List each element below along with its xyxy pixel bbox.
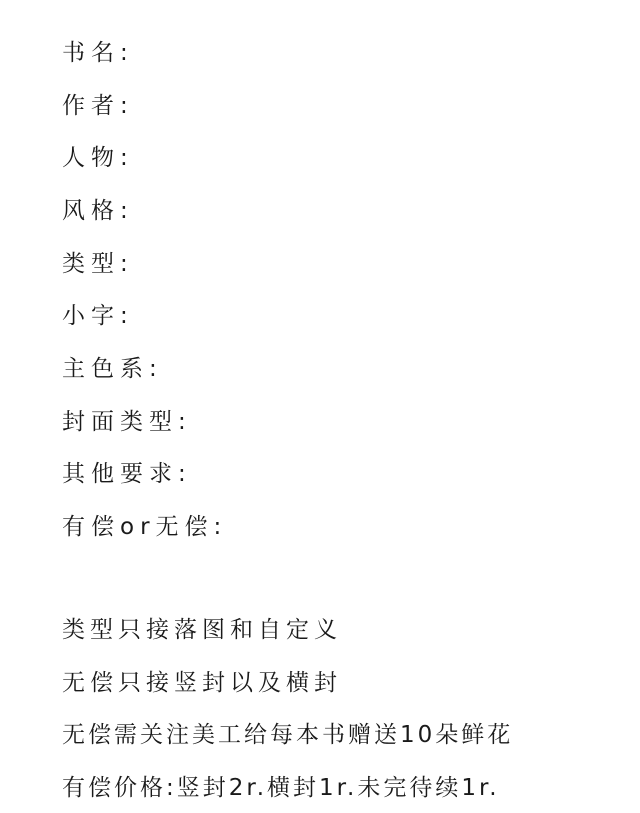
terms-notes <box>62 601 632 812</box>
field-style: 风格: <box>62 197 134 224</box>
note-paid-pricing: 有偿价格:竖封2r.横封1r.未完待续1r. <box>62 774 500 801</box>
field-book-title: 书名: <box>62 39 134 66</box>
field-author: 作者: <box>62 92 134 119</box>
field-characters: 人物: <box>62 145 134 172</box>
field-paid-or-free: 有偿or无偿: <box>62 514 228 541</box>
field-genre: 类型: <box>62 250 134 277</box>
field-main-color: 主色系: <box>62 355 163 382</box>
field-small-text: 小字: <box>62 303 134 330</box>
field-other-requirements: 其他要求: <box>62 461 192 488</box>
note-free-requirement: 无偿需关注美工给每本书赠送10朵鲜花 <box>62 722 514 749</box>
note-free-cover-types: 无偿只接竖封以及横封 <box>62 669 342 696</box>
note-accepted-types: 类型只接落图和自定义 <box>62 616 342 643</box>
request-form-fields <box>62 24 622 551</box>
field-cover-type: 封面类型: <box>62 408 192 435</box>
